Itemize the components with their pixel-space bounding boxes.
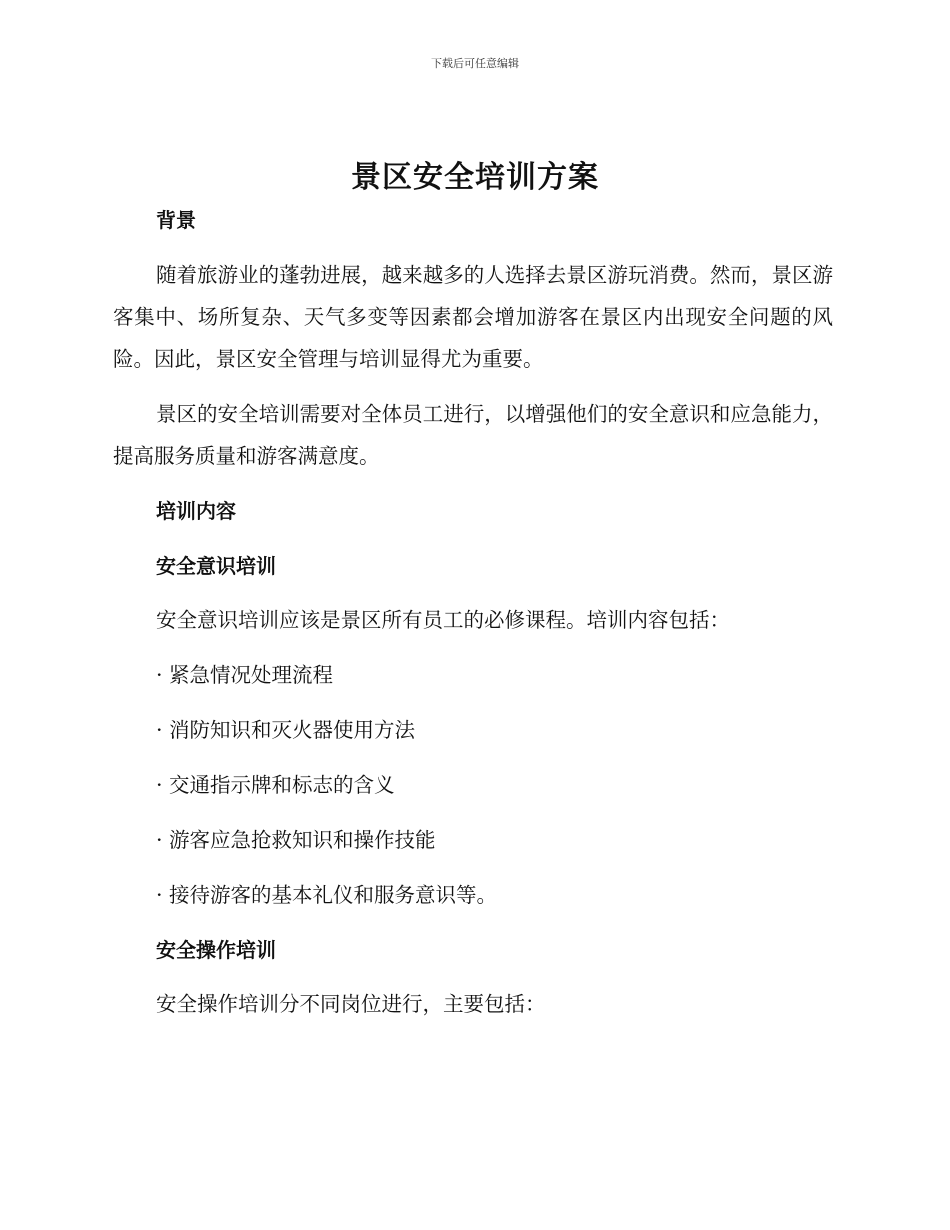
background-paragraph-1: 随着旅游业的蓬勃进展，越来越多的人选择去景区游玩消费。然而，景区游客集中、场所复杂、天气多变等因素都会增加游客在景区内出现安全问题的风险。因此，景区安全管理与培训显得尤为重要。 [113,263,833,371]
background-paragraph-2: 景区的安全培训需要对全体员工进行，以增强他们的安全意识和应急能力，提高服务质量和游客满意度。 [113,402,833,468]
section-heading-safety-awareness: 安全意识培训 [156,554,276,578]
list-item: · 交通指示牌和标志的含义 [156,773,395,797]
list-item: · 接待游客的基本礼仪和服务意识等。 [156,883,498,907]
safety-awareness-intro: 安全意识培训应该是景区所有员工的必修课程。培训内容包括： [156,608,730,632]
section-heading-training-content: 培训内容 [156,499,236,523]
header-note: 下载后可任意编辑 [431,57,519,70]
list-item: · 消防知识和灭火器使用方法 [156,718,416,742]
section-heading-safety-operation: 安全操作培训 [156,938,276,962]
document-title: 景区安全培训方案 [351,160,599,195]
list-item: · 游客应急抢救知识和操作技能 [156,828,436,852]
section-heading-background: 背景 [156,208,196,232]
list-item: · 紧急情况处理流程 [156,663,334,687]
safety-operation-intro: 安全操作培训分不同岗位进行，主要包括： [156,992,546,1016]
